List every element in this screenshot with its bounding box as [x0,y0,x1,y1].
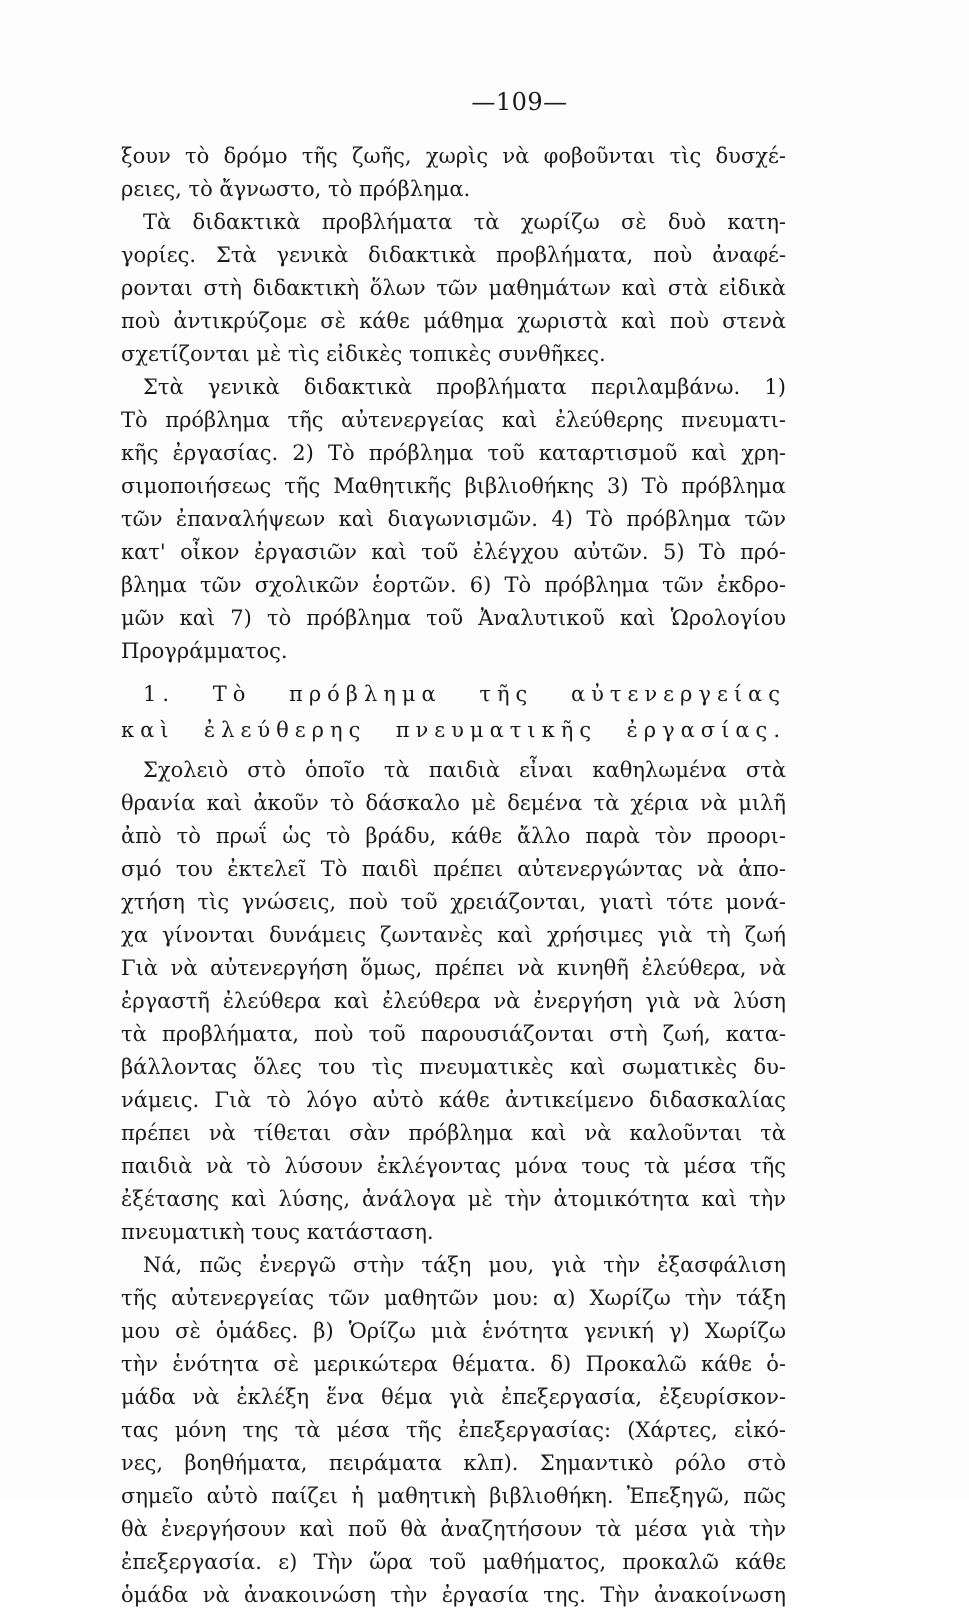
text-line: μῶν καὶ 7) τὸ πρόβλημα τοῦ Ἀναλυτικοῦ καὶ Ὡρολογίου [121,606,786,630]
text-line: γορίες. Στὰ γενικὰ διδακτικὰ προβλήματα, ποὺ ἀναφέ- [121,243,786,267]
body-paragraphs [121,754,786,1612]
text-line: τῆς αὐτενεργείας τῶν μαθητῶν μου: α) Χωρίζω τὴν τάξη [121,1286,786,1310]
text-line: τὴν ἑνότητα σὲ μερικώτερα θέματα. δ) Προκαλῶ κάθε ὁ- [121,1352,786,1376]
text-line: Νά, πῶς ἐνεργῶ στὴν τάξη μου, γιὰ τὴν ἐξασφάλιση [143,1253,786,1277]
text-line: τας μόνη της τὰ μέσα τῆς ἐπεξεργασίας: (Χάρτες, εἰκό- [121,1418,786,1442]
text-line: χτήση τὶς γνώσεις, ποὺ τοῦ χρειάζονται, γιατὶ τότε μονά- [121,890,786,914]
text-line: κῆς ἐργασίας. 2) Τὸ πρόβλημα τοῦ καταρτισμοῦ καὶ χρη- [121,441,786,465]
text-line: σιμοποιήσεως τῆς Μαθητικῆς βιβλιοθήκης 3) Τὸ πρόβλημα [121,474,786,498]
intro-paragraphs [121,140,786,668]
text-line: Τὸ πρόβλημα τῆς αὐτενεργείας καὶ ἐλεύθερης πνευματι- [121,408,786,432]
section-heading [121,676,786,748]
text-line: ἐργαστῆ ἐλεύθερα καὶ ἐλεύθερα νὰ ἐνεργήση γιὰ νὰ λύση [121,989,786,1013]
text-line: ἐξέτασης καὶ λύσης, ἀνάλογα μὲ τὴν ἀτομικότητα καὶ τὴν [121,1187,786,1211]
text-line: σημεῖο αὐτὸ παίζει ἡ μαθητικὴ βιβλιοθήκη. Ἐπεξηγῶ, πῶς [121,1484,786,1508]
text-line: Τὰ διδακτικὰ προβλήματα τὰ χωρίζω σὲ δυὸ κατη- [143,210,786,234]
text-line: ξουν τὸ δρόμο τῆς ζωῆς, χωρὶς νὰ φοβοῦνται τὶς δυσχέ- [121,144,786,168]
text-line: ἐπεξεργασία. ε) Τὴν ὥρα τοῦ μαθήματος, προκαλῶ κάθε [121,1550,786,1574]
text-line: παιδιὰ νὰ τὸ λύσουν ἐκλέγοντας μόνα τους τὰ μέσα τῆς [121,1154,786,1178]
page-text [121,140,786,1612]
text-line: νάμεις. Γιὰ τὸ λόγο αὐτὸ κάθε ἀντικείμενο διδασκαλίας [121,1088,786,1112]
text-line: μάδα νὰ ἐκλέξη ἕνα θέμα γιὰ ἐπεξεργασία, ἐξευρίσκον- [121,1385,786,1409]
text-line: πνευματικὴ τους κατάσταση. [121,1220,434,1244]
text-line: Στὰ γενικὰ διδακτικὰ προβλήματα περιλαμβάνω. 1) [143,375,786,399]
text-line: πρέπει νὰ τίθεται σὰν πρόβλημα καὶ νὰ καλοῦνται τὰ [121,1121,786,1145]
text-line: Σχολειὸ στὸ ὁποῖο τὰ παιδιὰ εἶναι καθηλωμένα στὰ [143,758,786,782]
text-line: ρονται στὴ διδακτικὴ ὅλων τῶν μαθημάτων καὶ στὰ εἰδικὰ [121,276,786,300]
text-line: σμό του ἐκτελεῖ Τὸ παιδὶ πρέπει αὐτενεργώντας νὰ ἀπο- [121,857,786,881]
text-line: Προγράμματος. [121,639,288,663]
text-line: τῶν ἐπαναλήψεων καὶ διαγωνισμῶν. 4) Τὸ πρόβλημα τῶν [121,507,786,531]
text-line: μου σὲ ὁμάδες. β) Ὁρίζω μιὰ ἑνότητα γενική γ) Χωρίζω [121,1319,786,1343]
text-line: χα γίνονται δυνάμεις ζωντανὲς καὶ χρήσιμες γιὰ τὴ ζωή [121,923,786,947]
text-line: βλημα τῶν σχολικῶν ἑορτῶν. 6) Τὸ πρόβλημα τῶν ἐκδρο- [121,573,786,597]
text-line: σχετίζονται μὲ τὶς εἰδικὲς τοπικὲς συνθῆκες. [121,342,606,366]
text-line: θρανία καὶ ἀκοῦν τὸ δάσκαλο μὲ δεμένα τὰ χέρια νὰ μιλῆ [121,791,786,815]
text-line: Γιὰ νὰ αὐτενεργήση ὅμως, πρέπει νὰ κινηθῆ ἐλεύθερα, νὰ [121,956,786,980]
text-line: θὰ ἐνεργήσουν καὶ ποῦ θὰ ἀναζητήσουν τὰ μέσα γιὰ τὴν [121,1517,786,1541]
section-heading-line: καὶ ἐλεύθερης πνευματικῆς ἐργασίας. [121,718,786,742]
page-number: —109— [471,88,568,116]
section-heading-line: 1. Τὸ πρόβλημα τῆς αὐτενεργείας [143,682,786,706]
text-line: ὁμάδα νὰ ἀνακοινώση τὴν ἐργασία της. Τὴν ἀνακοίνωση [121,1583,786,1607]
text-line: βάλλοντας ὅλες του τὶς πνευματικὲς καὶ σωματικὲς δυ- [121,1055,786,1079]
text-line: νες, βοηθήματα, πειράματα κλπ). Σημαντικὸ ρόλο στὸ [121,1451,786,1475]
text-line: ποὺ ἀντικρύζομε σὲ κάθε μάθημα χωριστὰ καὶ ποὺ στενὰ [121,309,786,333]
text-line: τὰ προβλήματα, ποὺ τοῦ παρουσιάζονται στὴ ζωή, κατα- [121,1022,786,1046]
text-line: ρειες, τὸ ἄγνωστο, τὸ πρόβλημα. [121,177,471,201]
text-line: κατ' οἶκον ἐργασιῶν καὶ τοῦ ἐλέγχου αὐτῶν. 5) Τὸ πρό- [121,540,786,564]
text-line: ἀπὸ τὸ πρωΐ ὡς τὸ βράδυ, κάθε ἄλλο παρὰ τὸν προορι- [121,824,786,848]
